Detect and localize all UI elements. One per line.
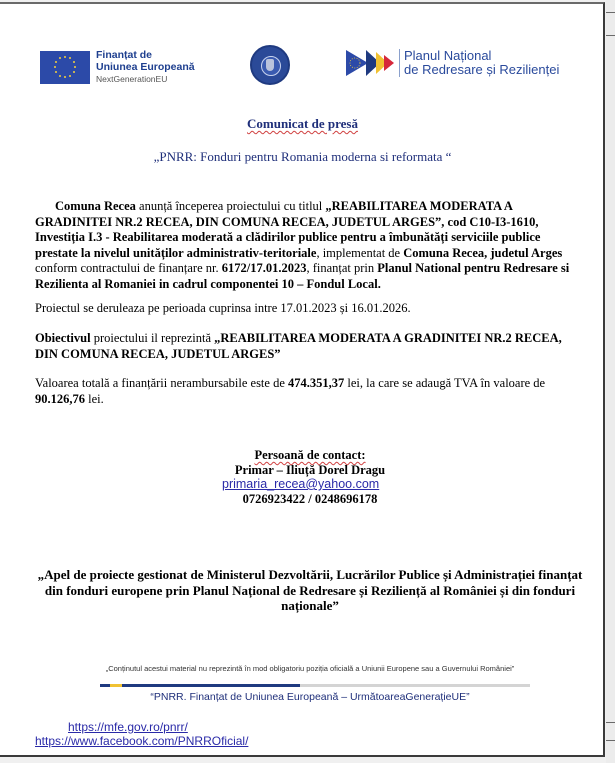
call-for-projects-text: „Apel de proiecte gestionat de Ministerul Dezvoltării, Lucrărilor Publice și Administrației finanțat din fonduri europene prin Planul Național de Redresare și Reziliență al României și din fonduri naționale”	[37, 567, 583, 613]
eu-star	[64, 56, 66, 58]
text-span: proiectului il reprezintă	[90, 331, 215, 345]
eu-star	[73, 61, 75, 63]
objective-label: Obiectivul	[35, 331, 91, 345]
text-span: , finanțat prin	[306, 261, 378, 275]
facebook-pnrr-link[interactable]: https://www.facebook.com/PNRROficial/	[35, 734, 249, 748]
document-page	[0, 2, 605, 757]
funding-program: Planul National pentru Redresare si Rezilienta al Romaniei in cadrul componentei 10 – Fondul Local.	[35, 261, 570, 291]
eu-star	[59, 75, 61, 77]
footer-divider-bar	[100, 684, 530, 687]
pnrr-logo	[346, 48, 559, 78]
mfe-pnrr-link[interactable]: https://mfe.gov.ro/pnrr/	[68, 720, 188, 734]
pnrr-logo-line2: de Redresare și Rezilienței	[404, 62, 560, 77]
eu-logo-line1: Finanțat de	[96, 49, 153, 61]
eu-star	[55, 61, 57, 63]
contact-email-link[interactable]: primaria_recea@yahoo.com	[222, 477, 380, 491]
contact-name: Primar – Iliuță Dorel Dragu	[234, 462, 386, 477]
eu-funding-logo	[40, 49, 195, 85]
contact-label: Persoană de contact:	[254, 448, 366, 462]
pnrr-arrows-icon	[346, 48, 396, 78]
project-objective-paragraph	[35, 331, 580, 362]
eu-flag-icon	[40, 51, 90, 84]
text-span: lei.	[85, 391, 104, 406]
edge-tick	[606, 740, 615, 741]
eu-star	[55, 71, 57, 73]
text-span: anunță începerea proiectului cu titlul	[135, 199, 326, 213]
eu-star	[59, 57, 61, 59]
page-subtitle: „PNRR: Fonduri pentru Romania moderna si reformata “	[153, 149, 452, 164]
footer-disclaimer: „Conținutul acestui material nu reprezintă în mod obligatoriu poziția oficială a Uniunii Europene sau a Guvernului României”	[105, 664, 515, 673]
contact-block	[200, 448, 420, 506]
edge-tick	[606, 12, 615, 13]
window-edge	[606, 0, 615, 763]
text-span: , implementat de	[316, 245, 404, 260]
edge-tick	[606, 722, 615, 723]
eu-logo-line2: Uniunea Europeană	[96, 61, 195, 73]
page-title: Comunicat de presă	[247, 116, 358, 131]
project-period-paragraph: Proiectul se deruleaza pe perioada cuprinsa intre 17.01.2023 și 16.01.2026.	[35, 301, 411, 315]
eu-star	[73, 71, 75, 73]
funding-value-paragraph	[35, 376, 580, 407]
project-announcement-paragraph	[35, 199, 580, 292]
contract-number: 6172/17.01.2023	[221, 261, 307, 275]
eu-star	[54, 66, 56, 68]
project-title: „REABILITAREA MODERATA A GRADINITEI NR.2 RECEA, DIN COMUNA RECEA, JUDETUL ARGES”, cod C10-I3-1610, Investiția I.3 - Reabilitarea moderată a clădirilor publice pentru a îmbunătăți serviciile publice prestate la nivelul unităților administrativ-teritoriale	[35, 199, 541, 260]
text-span: lei, la care se adaugă TVA în valoare de	[344, 376, 546, 390]
eu-star	[64, 76, 66, 78]
edge-tick	[606, 35, 615, 36]
implementer: Comuna Recea, judetul Arges	[403, 245, 563, 260]
eu-star	[69, 75, 71, 77]
vat-amount: 90.126,76	[35, 391, 85, 406]
contact-phones: 0726923422 / 0248696178	[242, 491, 378, 506]
guvernul-romaniei-seal-icon	[250, 45, 290, 85]
beneficiary-name: Comuna Recea	[55, 199, 136, 213]
pnrr-logo-line1: Planul Național	[404, 48, 492, 63]
text-span: Valoarea totală a finanțării nerambursabile este de	[35, 376, 289, 390]
objective-text: „REABILITAREA MODERATA A GRADINITEI NR.2 RECEA, DIN COMUNA RECEA, JUDETUL ARGES”	[35, 331, 562, 361]
eu-logo-line3: NextGenerationEU	[96, 74, 168, 84]
funding-amount: 474.351,37	[288, 376, 345, 390]
text-span: conform contractului de finanțare nr.	[35, 261, 222, 275]
footer-slogan: “PNRR. Finanțat de Uniunea Europeană – UrmătoareaGenerațieUE”	[150, 691, 470, 703]
eu-star	[74, 66, 76, 68]
eu-star	[69, 57, 71, 59]
